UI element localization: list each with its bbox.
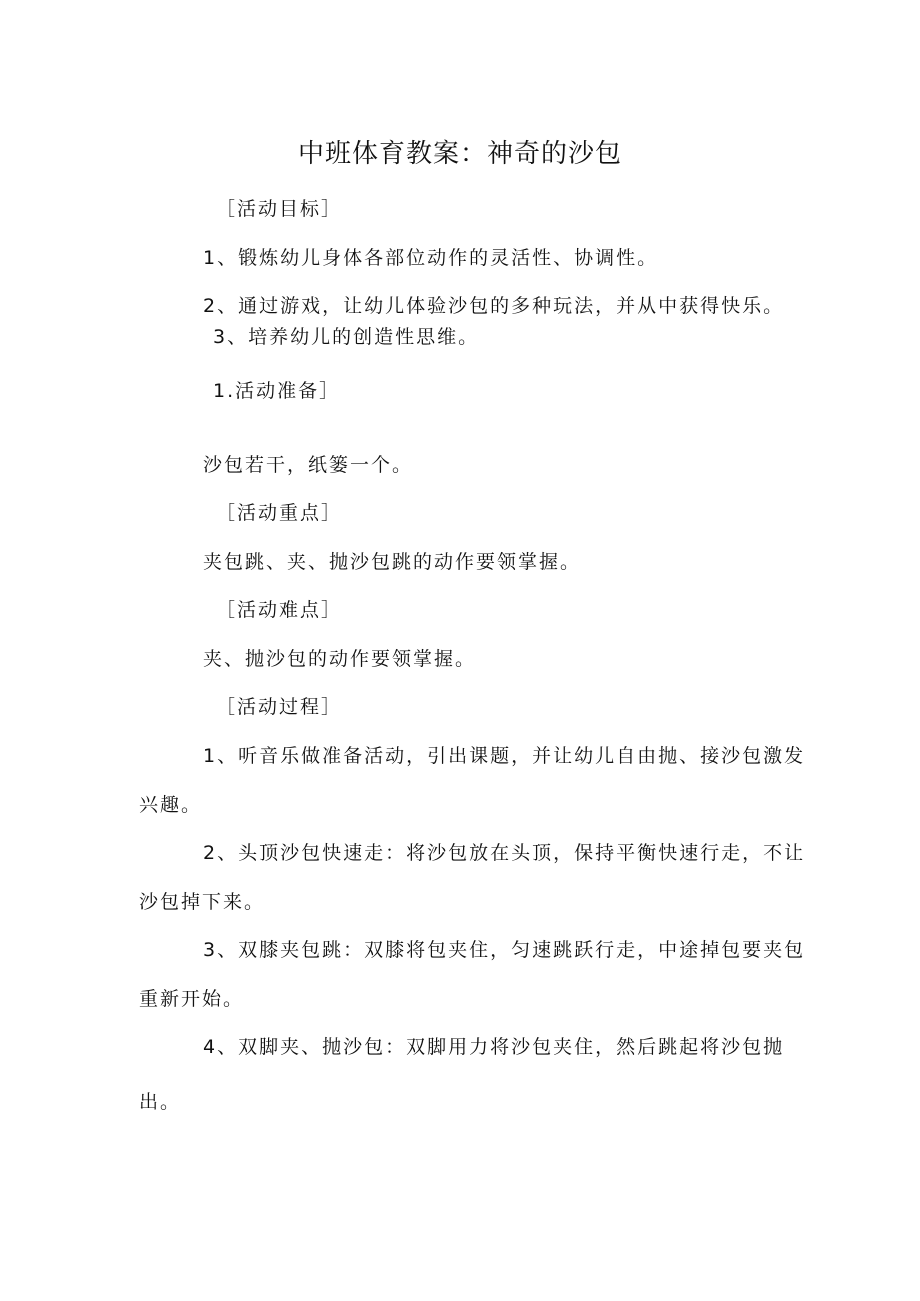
focus-text: 夹包跳、夹、抛沙包跳的动作要领掌握。 (203, 551, 582, 573)
difficulty-text: 夹、抛沙包的动作要领掌握。 (203, 648, 477, 670)
goal-2: 2、通过游戏，让幼儿体验沙包的多种玩法，并从中获得快乐。 (203, 295, 785, 317)
goal-1: 1、锻炼幼儿身体各部位动作的灵活性、协调性。 (203, 247, 659, 269)
heading-activity-goals: ［活动目标］ (216, 198, 343, 220)
goal-3: 3、培养幼儿的创造性思维。 (213, 326, 480, 348)
process-step-1: 1、听音乐做准备活动，引出课题，并让幼儿自由抛、接沙包激发 (203, 745, 806, 767)
process-step-4: 4、双脚夹、抛沙包：双脚用力将沙包夹住，然后跳起将沙包抛 (203, 1036, 785, 1058)
preparation-text: 沙包若干，纸篓一个。 (203, 454, 414, 476)
heading-activity-focus: ［活动重点］ (216, 502, 343, 524)
process-step-1-cont: 兴趣。 (139, 794, 203, 816)
process-step-3-cont: 重新开始。 (139, 988, 245, 1010)
process-step-2-cont: 沙包掉下来。 (139, 891, 266, 913)
heading-activity-process: ［活动过程］ (216, 696, 343, 718)
process-step-3: 3、双膝夹包跳：双膝将包夹住，匀速跳跃行走，中途掉包要夹包 (203, 939, 806, 961)
document-title: 中班体育教案：神奇的沙包 (297, 139, 622, 169)
heading-activity-difficulty: ［活动难点］ (216, 599, 343, 621)
heading-activity-preparation: 1.活动准备］ (213, 380, 341, 402)
process-step-4-cont: 出。 (139, 1091, 182, 1113)
process-step-2: 2、头顶沙包快速走：将沙包放在头顶，保持平衡快速行走，不让 (203, 842, 806, 864)
